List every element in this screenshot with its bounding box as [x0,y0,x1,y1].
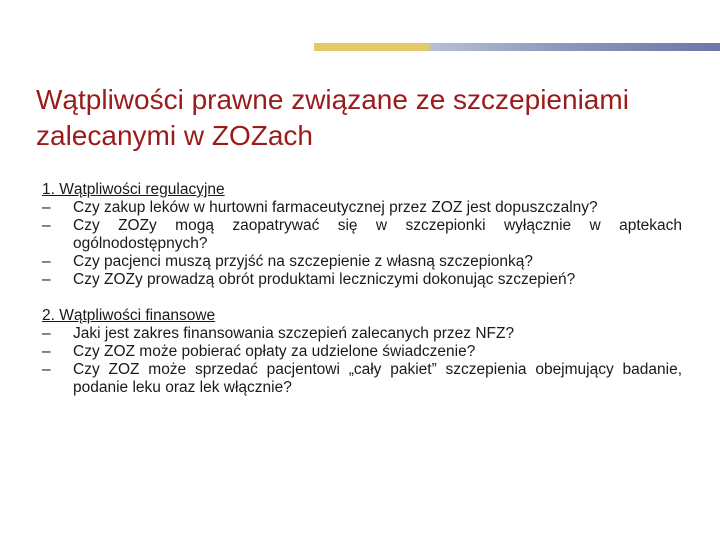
list-item-text: Czy ZOZy mogą zaopatrywać się w szczepionki wyłącznie w aptekach ogólnodostępnych? [73,217,682,252]
list-item-text: Jaki jest zakres finansowania szczepień zalecanych przez NFZ? [73,325,515,342]
section-heading: 1. Wątpliwości regulacyjne [42,181,225,198]
list-item-text: Czy ZOZ może sprzedać pacjentowi „cały pakiet” szczepienia obejmujący badanie, podanie leku oraz lek włącznie? [73,361,682,396]
list-item-text: Czy zakup leków w hurtowni farmaceutycznej przez ZOZ jest dopuszczalny? [73,199,598,216]
list-item [42,199,682,217]
list-item [42,253,682,271]
bullet-dash: – [42,271,51,288]
list-item [42,343,682,361]
list-item [42,325,682,343]
list-item [42,271,682,289]
top-bar-gold-segment [314,43,429,51]
bullet-dash: – [42,253,51,270]
slide-title: Wątpliwości prawne związane ze szczepieniami zalecanymi w ZOZach [36,84,629,151]
slide-content [42,181,682,397]
bullet-dash: – [42,217,51,234]
bullet-dash: – [42,343,51,360]
list-item-text: Czy ZOZy prowadzą obrót produktami leczniczymi dokonując szczepień? [73,271,576,288]
list-item [42,361,682,397]
bullet-dash: – [42,361,51,378]
top-bar-blue-segment [429,43,720,51]
list-item [42,217,682,253]
section-financial [42,307,682,397]
section-regulatory [42,181,682,289]
decorative-top-bar [314,43,720,51]
list-item-text: Czy ZOZ może pobierać opłaty za udzielone świadczenie? [73,343,476,360]
section-heading: 2. Wątpliwości finansowe [42,307,216,324]
bullet-dash: – [42,325,51,342]
list-item-text: Czy pacjenci muszą przyjść na szczepienie z własną szczepionką? [73,253,534,270]
bullet-dash: – [42,199,51,216]
